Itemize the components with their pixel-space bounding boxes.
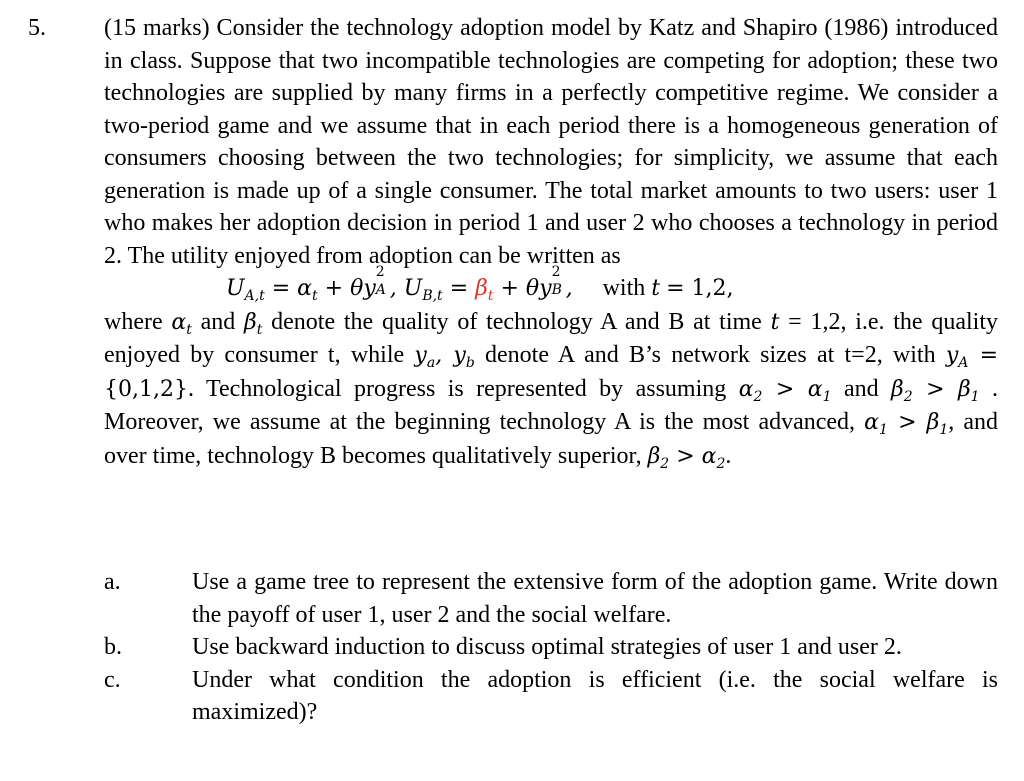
equation-t: t (651, 276, 661, 301)
question-number: 5. (28, 15, 46, 41)
utility-equation (226, 264, 998, 306)
subquestion-text: Use a game tree to represent the extensive form of the adoption game. Write down the payoff of user 1, user 2 and the social welfare. (192, 569, 998, 628)
subquestion-list (104, 566, 998, 729)
subquestion-label: a. (104, 569, 121, 595)
equation-ua: $U_{A,t} = \alpha_t + \theta y$ 2 A , $U_{B,t} = \beta_t + \theta y$ 2 B , (226, 264, 573, 304)
question-definitions: where $\alpha_t$ and $\beta_t$ denote the quality of technology A and B at time t = 1,2, i.e. the quality enjoyed by consumer t, while $y_a$, $y_b$ denote A and B’s network sizes at t=2, with $y_A = \{0,1,2\}$. Technological progress is represented by assuming $\alpha_2 > \alpha_1$ and $\beta_2 > \beta_1$ . Moreover, we assume at the beginning technology A is the most advanced, $\alpha_1 > \beta_1$, and over time, technology B becomes qualitatively superior, $\beta_2 > \alpha_2$. (104, 308, 999, 472)
subquestion-text: Use backward induction to discuss optimal strategies of user 1 and user 2. (192, 634, 902, 660)
question-intro: (15 marks) Consider the technology adoption model by Katz and Shapiro (1986) introduced in class. Suppose that two incompatible technologies are competing for adoption; these two technologies are supplied by many firms in a perfectly competitive regime. We consider a two-period game and we assume that in each period there is a homogeneous generation of consumers choosing between the two technologies; for simplicity, we assume that each generation is made up of a single consumer. The total market amounts to two users: user 1 who makes her adoption decision in period 1 and user 2 who chooses a technology in period 2. The utility enjoyed from adoption can be written as (104, 15, 998, 269)
equation-t-values: = 1,2, (666, 276, 734, 301)
subquestion-label: b. (104, 634, 122, 660)
subquestion-text: Under what condition the adoption is efficient (i.e. the social welfare is maximized)? (192, 666, 998, 725)
subquestion-a (104, 566, 998, 631)
subquestion-b (104, 631, 998, 664)
equation-suffix: with (602, 275, 646, 301)
subquestion-c (104, 664, 998, 729)
question-body (104, 12, 998, 473)
subquestion-label: c. (104, 666, 121, 693)
